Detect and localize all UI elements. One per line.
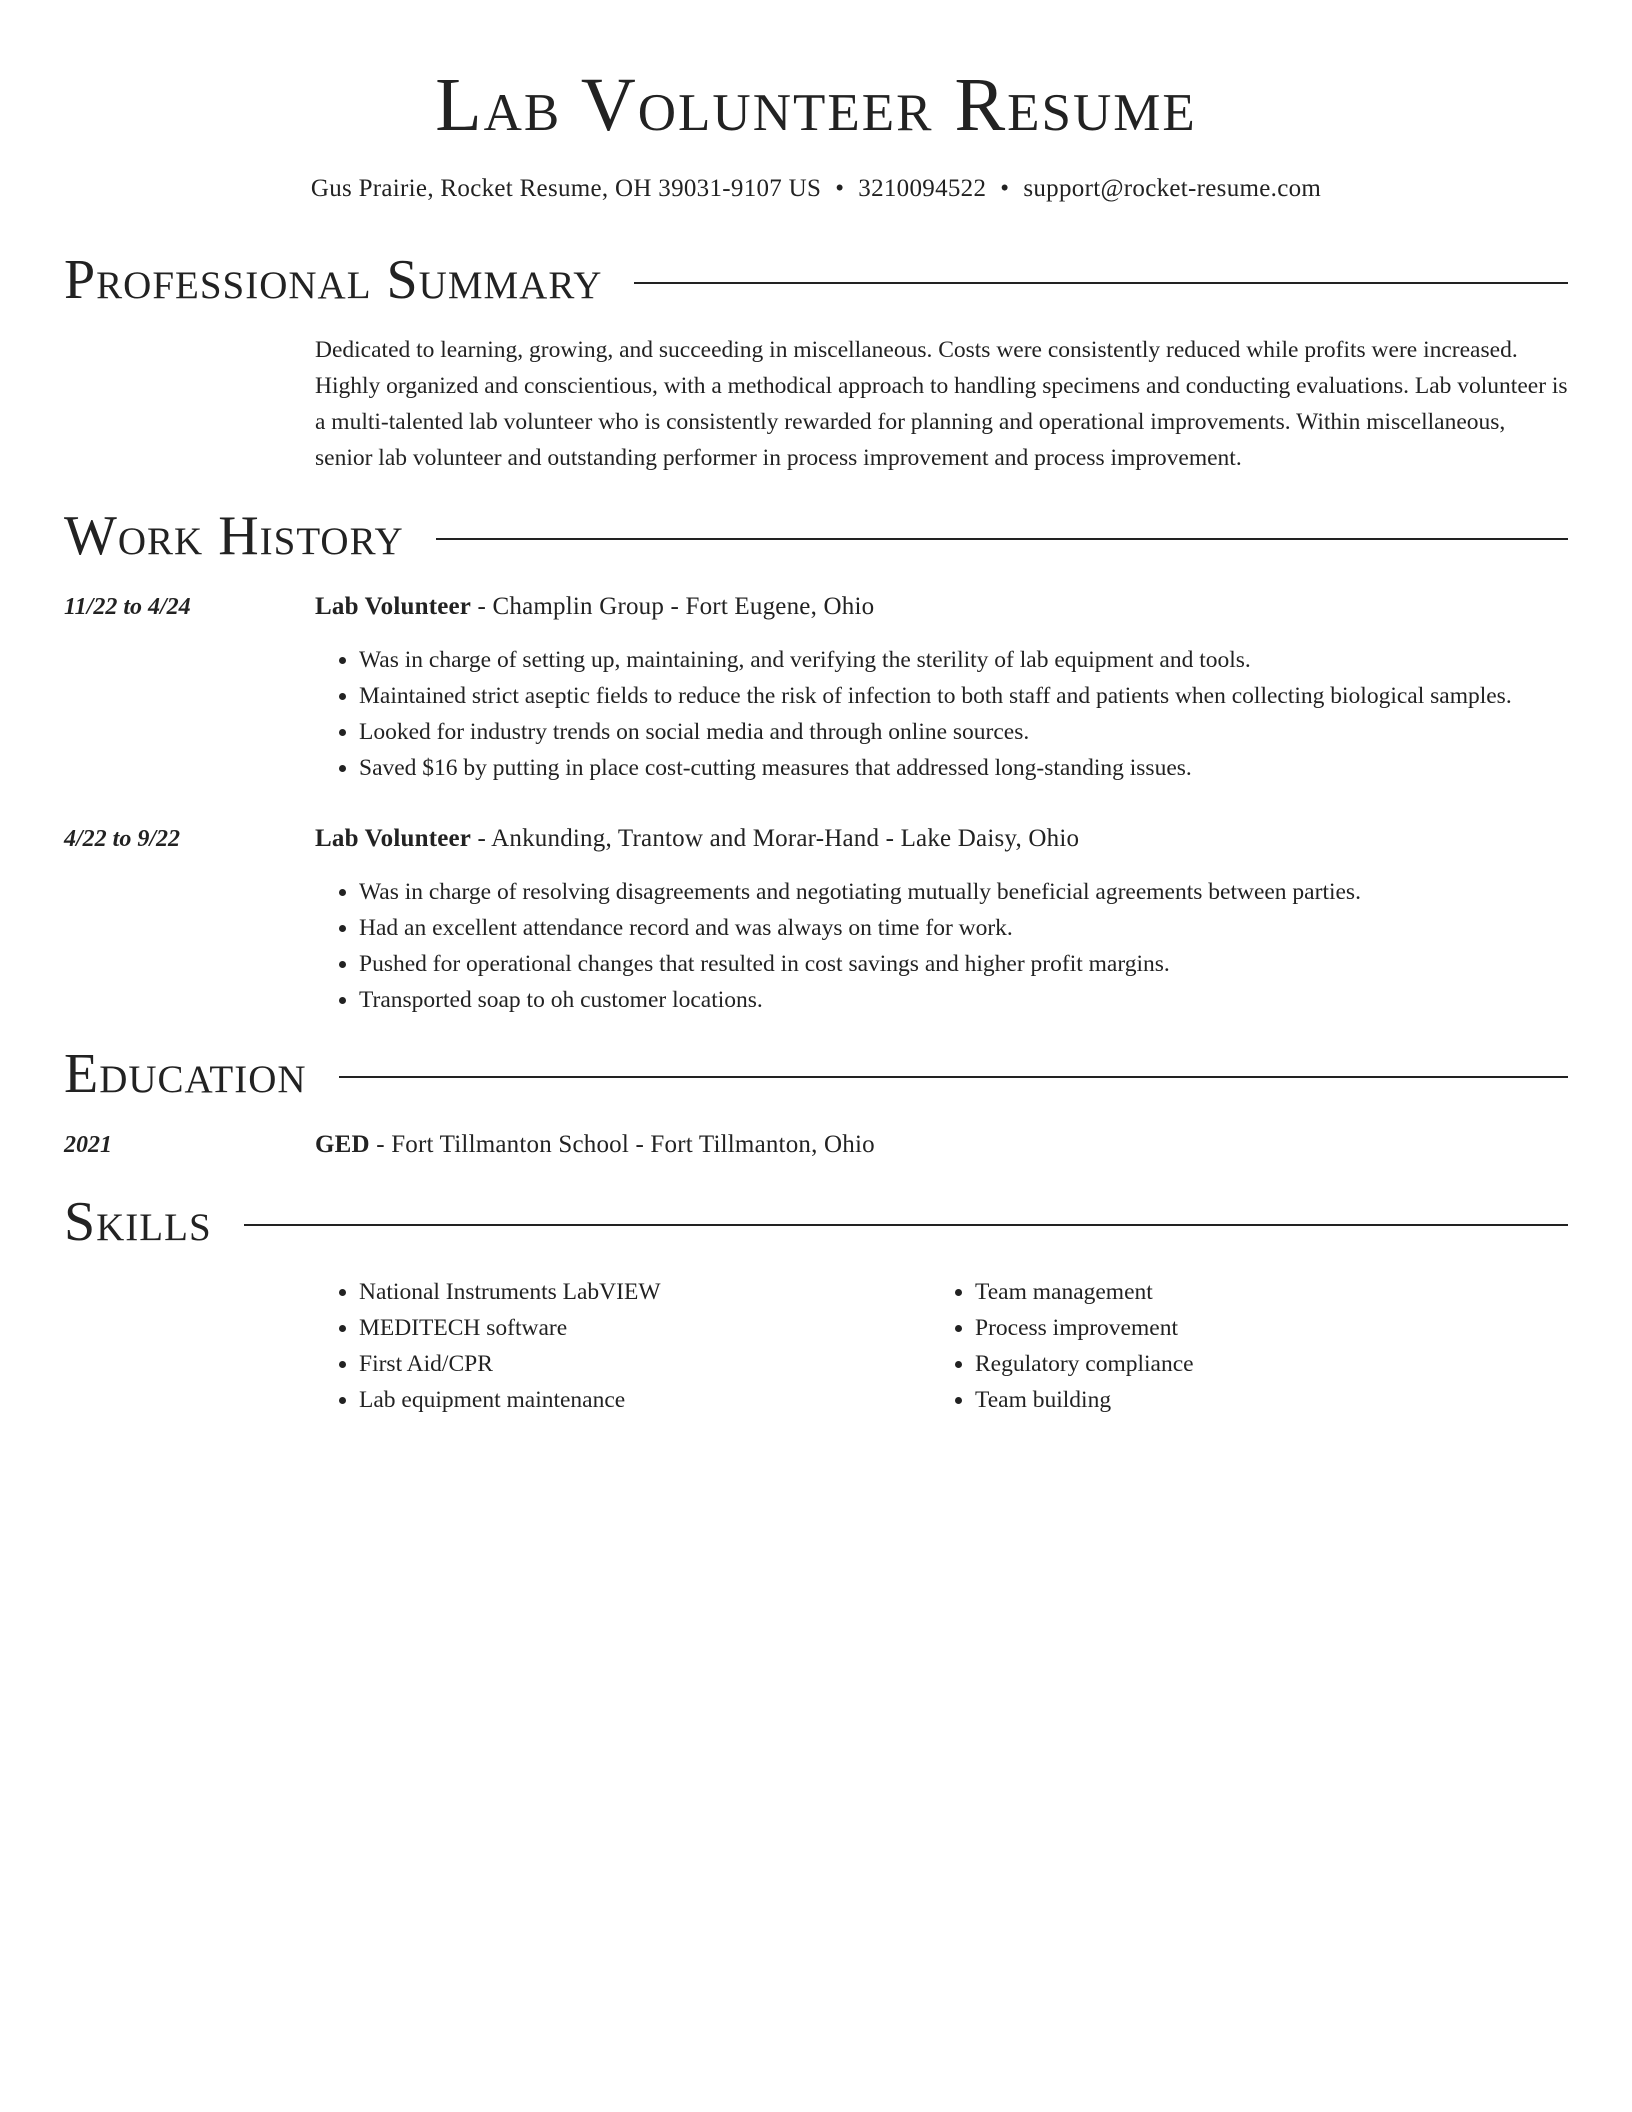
skills-column-right xyxy=(931,1274,1547,1418)
skills-column-left xyxy=(315,1274,931,1418)
contact-phone: 3210094522 xyxy=(858,175,987,202)
resume-title: Lab Volunteer Resume xyxy=(435,63,1197,147)
job-dates: 11/22 to 4/24 xyxy=(64,594,191,620)
skill-item: • Team building xyxy=(975,1382,1547,1418)
job-details: - Champlin Group - Fort Eugene, Ohio xyxy=(471,593,875,620)
skill-item: • MEDITECH software xyxy=(359,1310,931,1346)
education-details: - Fort Tillmanton School - Fort Tillmanton, Ohio xyxy=(369,1131,875,1158)
education-line xyxy=(315,1128,875,1162)
skill-item: • National Instruments LabVIEW xyxy=(359,1274,931,1310)
job-bullets xyxy=(315,874,1568,1018)
job-details: - Ankunding, Trantow and Morar-Hand - Lake Daisy, Ohio xyxy=(471,825,1080,852)
education-year: 2021 xyxy=(64,1132,112,1158)
job-entry xyxy=(64,822,1568,1018)
job-bullet: • Had an excellent attendance record and was always on time for work. xyxy=(359,910,1568,946)
separator-dot: • xyxy=(835,175,845,202)
separator-dot: • xyxy=(1000,175,1010,202)
job-entry xyxy=(64,590,1568,786)
skill-item: • Lab equipment maintenance xyxy=(359,1382,931,1418)
summary-text: Dedicated to learning, growing, and succeeding in miscellaneous. Costs were consistently reduced while profits were increased. Highly organized and conscientious, with a methodical approach to handling specimens and conducting evaluations. Lab volunteer is a multi-talented lab volunteer who is consistently rewarded for planning and operational improvements. Within miscellaneous, senior lab volunteer and outstanding performer in process improvement and process improvement. xyxy=(315,337,1568,471)
job-body xyxy=(315,822,1568,1018)
skill-item: • Regulatory compliance xyxy=(975,1346,1547,1382)
skill-item: • First Aid/CPR xyxy=(359,1346,931,1382)
skills-list xyxy=(315,1274,1568,1418)
job-heading xyxy=(315,822,1568,856)
job-role: Lab Volunteer xyxy=(315,593,472,620)
job-bullet: • Looked for industry trends on social media and through online sources. xyxy=(359,714,1568,750)
job-bullet: • Maintained strict aseptic fields to reduce the risk of infection to both staff and patients when collecting biological samples. xyxy=(359,678,1568,714)
section-header-skills xyxy=(64,1190,1568,1254)
contact-line xyxy=(64,172,1568,206)
section-divider xyxy=(436,538,1568,540)
section-header-summary xyxy=(64,248,1568,312)
job-body xyxy=(315,590,1568,786)
section-header-work xyxy=(64,504,1568,568)
section-divider xyxy=(634,282,1568,284)
section-title-work: Work History xyxy=(64,505,404,567)
section-title-education: Education xyxy=(64,1043,307,1105)
education-degree: GED xyxy=(315,1131,370,1158)
education-entry xyxy=(64,1128,1568,1162)
job-heading xyxy=(315,590,1568,624)
section-header-education xyxy=(64,1042,1568,1106)
section-title-summary: Professional Summary xyxy=(64,249,603,311)
job-bullet: • Transported soap to oh customer locations. xyxy=(359,982,1568,1018)
job-dates: 4/22 to 9/22 xyxy=(64,826,181,852)
contact-address: Gus Prairie, Rocket Resume, OH 39031-9107 US xyxy=(310,175,822,202)
section-title-skills: Skills xyxy=(64,1191,212,1253)
contact-email: support@rocket-resume.com xyxy=(1023,175,1322,202)
job-role: Lab Volunteer xyxy=(315,825,472,852)
section-divider xyxy=(339,1076,1568,1078)
job-bullet: • Was in charge of resolving disagreements and negotiating mutually beneficial agreements between parties. xyxy=(359,874,1568,910)
job-bullets xyxy=(315,642,1568,786)
job-bullet: • Was in charge of setting up, maintaining, and verifying the sterility of lab equipment and tools. xyxy=(359,642,1568,678)
section-divider xyxy=(244,1224,1568,1226)
skill-item: • Team management xyxy=(975,1274,1547,1310)
job-bullet: • Pushed for operational changes that resulted in cost savings and higher profit margins. xyxy=(359,946,1568,982)
job-bullet: • Saved $16 by putting in place cost-cutting measures that addressed long-standing issues. xyxy=(359,750,1568,786)
skill-item: • Process improvement xyxy=(975,1310,1547,1346)
